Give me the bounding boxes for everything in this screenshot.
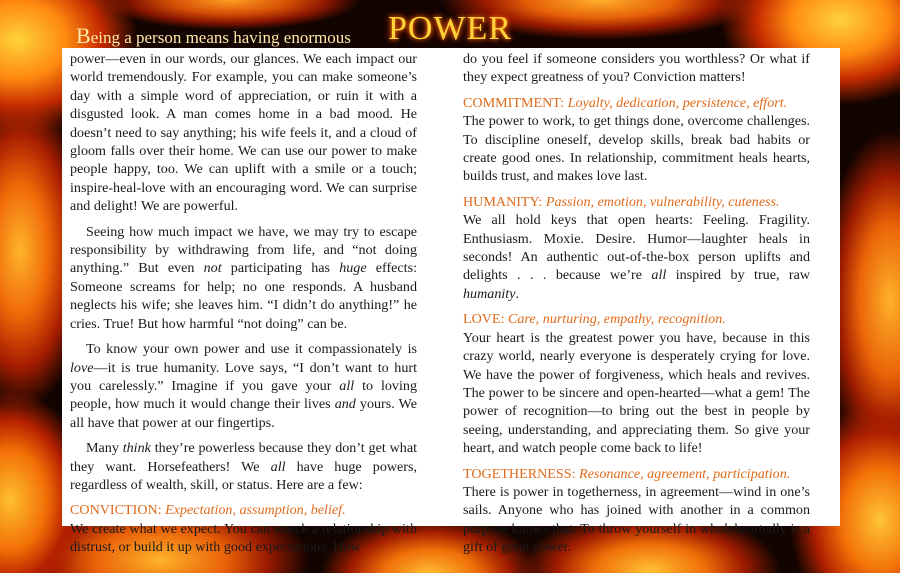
section-heading-love — [463, 310, 810, 328]
section-heading-togetherness — [463, 465, 810, 483]
emphasis: all — [270, 458, 286, 475]
text: Many — [86, 440, 123, 457]
heading-label: TOGETHERNESS: — [463, 465, 580, 482]
emphasis: all — [651, 267, 667, 284]
text: Seeing how much impact we have, we may try to escape responsibility by withdrawing from life, and “not doing anything.” But even — [70, 223, 417, 277]
heading-subtitle: Passion, emotion, vulnerability, cuteness. — [545, 193, 780, 210]
text: —it is true humanity. Love says, “I don’t want to hurt you carelessly.” Imagine if you gave your — [70, 359, 417, 394]
heading-subtitle: Loyalty, dedication, persistence, effort. — [567, 94, 788, 111]
emphasis: all — [339, 377, 355, 394]
heading-label: CONVICTION: — [70, 502, 166, 519]
tagline-rest: eing a person means having enormous — [90, 28, 351, 47]
left-column — [70, 50, 417, 557]
paragraph-commitment: The power to work, to get things done, overcome challenges. To discipline oneself, develop skills, break bad habits or create good ones. In relationship, commitment heals hearts, builds trust, and makes love last. — [463, 113, 810, 185]
paragraph-love-power: Your heart is the greatest power you have, because in this crazy world, nearly everyone is desperately crying for love. We have the power of forgiveness, which heals and revives. The power to be sincere and open-hearted—what a gem! The power of recognition—to bring out the best in people by seeing, understanding, and appreciating them. So give your heart, and watch people come back to life! — [463, 329, 810, 457]
emphasis: humanity — [463, 285, 516, 302]
text: . — [515, 285, 519, 302]
right-column — [463, 50, 810, 557]
emphasis: and — [334, 396, 356, 413]
heading-label: HUMANITY: — [463, 193, 546, 210]
paragraph-powerless — [70, 439, 417, 494]
paragraph-intro: power—even in our words, our glances. We each impact our world tremendously. For example, you can make someone’s day with a simple word of appreciation, or ruin it with a disgusted look. A man comes home in a bad mood. He doesn’t need to say anything; his wife feels it, and a cloud of gloom falls over their home. We can use our power to make people happy, too. We can uplift with a smile or a touch; inspire-heal-love with an encouraging word. We can surprise and delight! We are powerful. — [70, 51, 417, 215]
paragraph-love — [70, 340, 417, 432]
emphasis: think — [122, 440, 151, 457]
text: effects: Someone screams for help; no one responds. A husband neglects his wife; she leaves him. “I didn’t do anything!” he cries. True! But how harmful “not doing” can be. — [70, 260, 417, 332]
text: have huge powers, regardless of wealth, skill, or status. Here are a few: — [70, 458, 417, 493]
paragraph-togetherness: There is power in togetherness, in agreement—wind in one’s sails. Anyone who has joined with another in a common purpose knows that. To throw yourself in wholeheartedly is a gift of great power. — [463, 483, 810, 556]
heading-label: COMMITMENT: — [463, 94, 568, 111]
section-heading-conviction — [70, 501, 417, 519]
text: We all hold keys that open hearts: Feeling. Fragility. Enthusiasm. Moxie. Desire. Humor—laughter heals in seconds! An authentic out-of-the-box person uplifts and delights . . . because we’re — [463, 212, 810, 284]
paragraph-humanity — [463, 211, 810, 303]
tagline-initial: B — [76, 23, 91, 48]
heading-subtitle: Expectation, assumption, belief. — [165, 502, 346, 519]
tagline — [76, 23, 351, 49]
paragraph-not-doing — [70, 223, 417, 333]
header — [76, 10, 536, 46]
text: they’re powerless because they don’t get what they want. Horsefeathers! We — [70, 440, 417, 475]
text: participating has — [221, 260, 340, 277]
section-heading-humanity — [463, 193, 810, 211]
emphasis: love — [70, 359, 94, 376]
section-heading-commitment — [463, 94, 810, 112]
text: inspired by true, raw — [666, 267, 811, 284]
page-title: POWER — [388, 10, 512, 47]
heading-subtitle: Resonance, agreement, participation. — [579, 465, 791, 482]
heading-label: LOVE: — [463, 311, 509, 328]
paragraph-conviction-continued: do you feel if someone considers you worthless? Or what if they expect greatness of you? Conviction matters! — [463, 51, 810, 86]
emphasis: not — [203, 260, 222, 277]
emphasis: huge — [339, 260, 367, 277]
text: To know your own power and use it compassionately is — [86, 341, 417, 358]
heading-subtitle: Care, nurturing, empathy, recognition. — [508, 311, 726, 328]
paragraph-conviction: We create what we expect. You can wreck a relationship with distrust, or build it up with good expectations. How — [70, 520, 417, 556]
text: to loving people, how much it would change their lives — [70, 377, 417, 413]
text: yours. We all have that power at our fingertips. — [70, 396, 417, 431]
